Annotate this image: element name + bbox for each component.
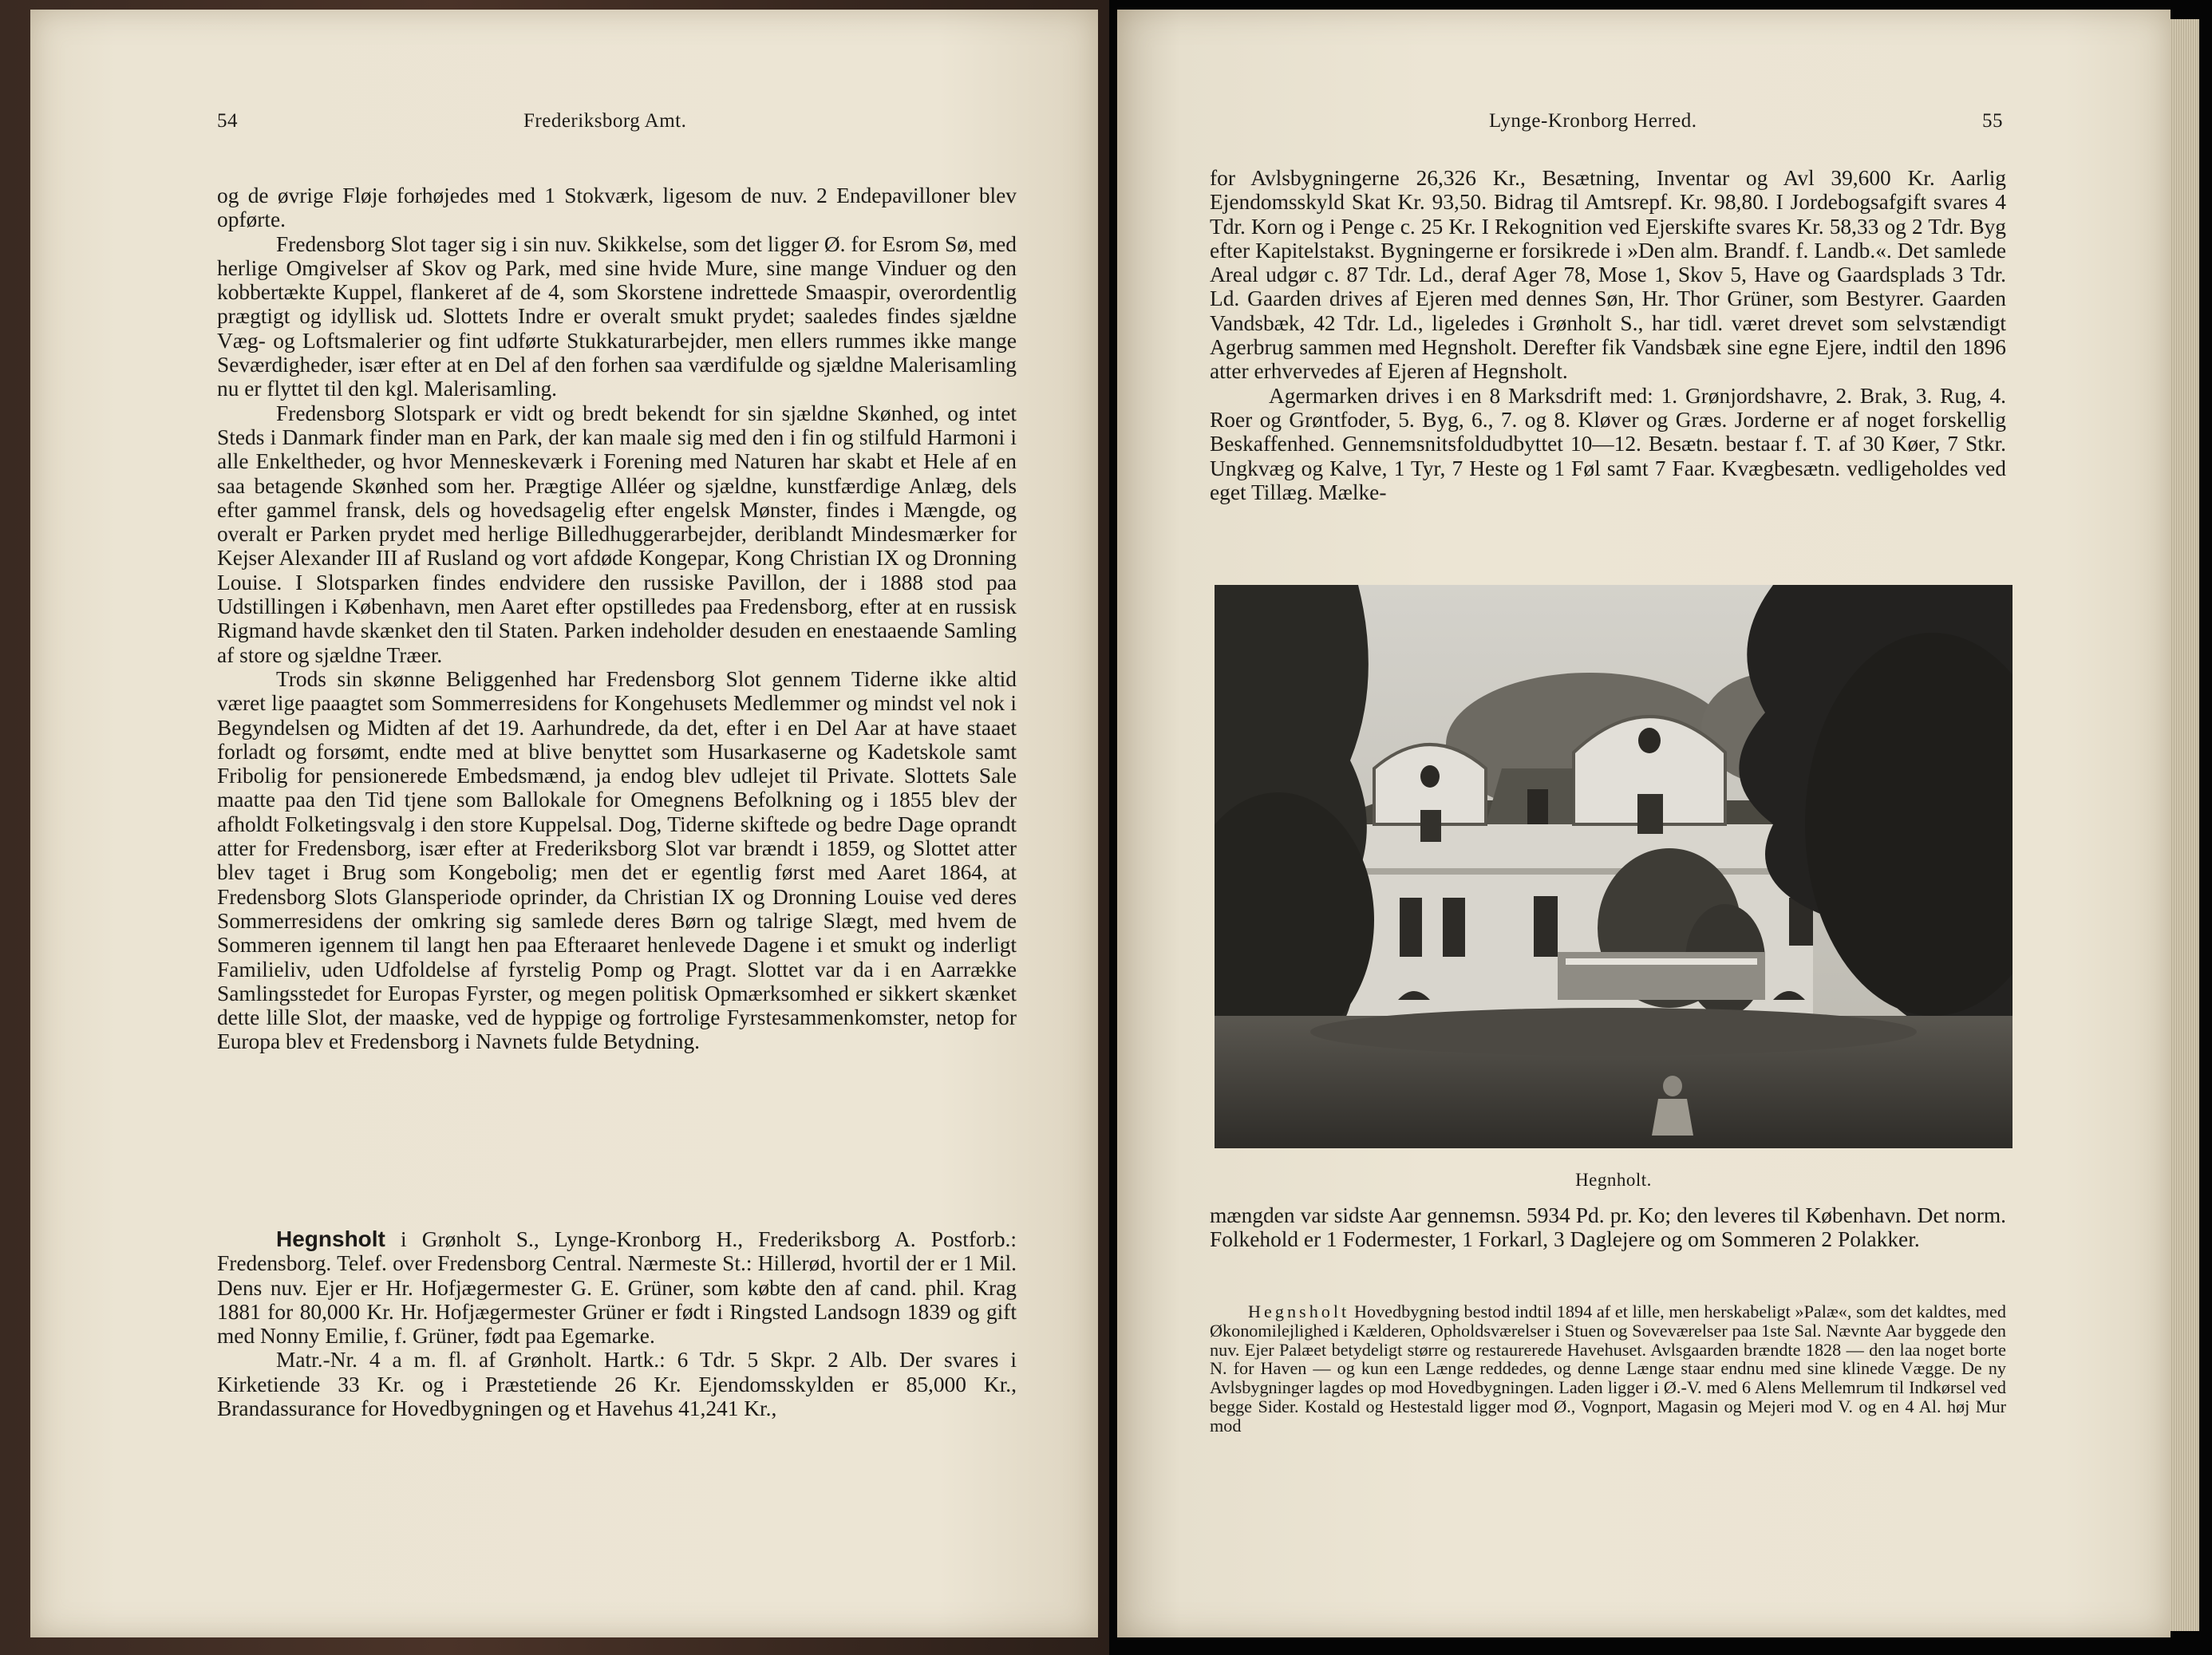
left-body-text bbox=[217, 184, 1017, 1054]
small-text: Hovedbygning bestod indtil 1894 af et lille, men herskabeligt »Palæ«, som det kaldtes, med Økonomilejlighed i Kælderen, Opholdsværelser i Stuen og Soveværelser paa 1ste Sal. Nævnte Aar byggede den nuv. Ejer Palæet betydeligt større og restaurerede Havehuset. Avlsgaarden brændte 1828 — den laa noget borte N. for Haven — og kun een Længe reddedes, og denne Længe staar endnu med sine klinede Vægge. De ny Avlsbygninger lagdes op mod Hovedbygningen. Laden ligger i Ø.-V. med 6 Alens Mellemrum til Indkørsel ved begge Sider. Kostald og Hestestald ligger mod Ø., Vognport, Magasin og Mejeri mod V. og en 4 Al. høj Mur mod bbox=[1210, 1301, 2006, 1436]
right-page-number: 55 bbox=[1982, 110, 2003, 132]
right-body-text-after-photo bbox=[1210, 1203, 2006, 1252]
hegnsholt-entry bbox=[217, 1227, 1017, 1420]
left-running-head: Frederiksborg Amt. bbox=[523, 110, 687, 132]
page-edges-right bbox=[2167, 19, 2199, 1631]
right-paragraph-2: Agermarken drives i en 8 Marksdrift med: 1. Grønjordshavre, 2. Brak, 3. Rug, 4. Roer og Grøntfoder, 5. Byg, 6., 7. og 8. Kløver og Græs. Jorderne er af noget forskellig Beskaffenhed. Gennemsnitsfoldudbyttet 10—12. Besætn. bestaar f. T. af 30 Køer, 7 Stkr. Ungkvæg og Kalve, 1 Tyr, 7 Heste og 1 Føl samt 7 Faar. Kvægbesætn. vedligeholdes ved eget Tillæg. Mælke- bbox=[1210, 383, 2006, 504]
entry-lead: Hegnsholt bbox=[276, 1226, 385, 1251]
left-page-number: 54 bbox=[217, 110, 238, 132]
left-paragraph-4: Trods sin skønne Beliggenhed har Fredensborg Slot gennem Tiderne ikke altid været lige paaagtet som Sommerresidens for Kongehusets Medlemmer og mindst vel nok i Begyndelsen og Midten af det 19. Aarhundrede, da det, efter i en Del Aar at have staaet forladt og forsømt, endte med at blive benyttet som Husarkaserne og Kadetskole samt Fribolig for pensionerede Embedsmænd, ja endog blev udlejet til Private. Slottets Sale maatte paa den Tid tjene som Ballokale for Omegnens Befolkning og i 1855 blev der afholdt Folketingsvalg i den store Kuppelsal. Dog, Tiderne skiftede og bedre Dage oprandt atter for Fredensborg, især efter at Frederiksborg Slot var brændt i 1859, og Slottet atter blev taget i Brug som Kongebolig; men det er egentlig først med Aaret 1864, at Fredensborg Slots Glansperiode oprinder, da Christian IX og Dronning Louise ved deres Sommerresidens der omkring sig samlede deres Børn og talrige Slægt, med hvem de Sommeren igennem til langt hen paa Efteraaret henlevede Dagene i et smukt og inderligt Familieliv, uden Udfoldelse af fyrstelig Pomp og Pragt. Slottet var da i en Aarrække Samlingsstedet for Europas Fyrster, og megen politisk Opmærksomhed er sikkert skænket dette lille Slot, der maaske, ved de hyppige og fortrolige Fyrstesammenkomster, netop for Europa blev et Fredensborg i Navnets fulde Betydning. bbox=[217, 666, 1017, 1054]
entry-second-paragraph: Matr.-Nr. 4 a m. fl. af Grønholt. Hartk.: 6 Tdr. 5 Skpr. 2 Alb. Der svares i Kirketiende 33 Kr. og i Præstetiende 26 Kr. Ejendomsskylden er 85,000 Kr., Brandassurance for Hovedbygningen og et Havehus 41,241 Kr., bbox=[217, 1348, 1017, 1421]
manor-photograph bbox=[1215, 585, 2013, 1148]
entry-intro: i Grønholt S., Lynge-Kronborg H., Frederiksborg A. Postforb.: Fredensborg. Telef. over Fredensborg Central. Nærmeste St.: Hillerød, hvortil der er 1 Mil. Dens nuv. Ejer er Hr. Hofjægermester G. E. Grüner, som købte den af cand. phil. Krag 1881 for 80,000 Kr. Hr. Hofjægermester Grüner er født i Ringsted Landsogn 1839 og gift med Nonny Emilie, f. Grüner, født paa Egemarke. bbox=[217, 1227, 1017, 1349]
left-paragraph-2: Fredensborg Slot tager sig i sin nuv. Skikkelse, som det ligger Ø. for Esrom Sø, med herlige Omgivelser af Skov og Park, med sine hvide Mure, sine mange Vinduer og den kobbertækte Kuppel, flankeret af de 4, som Skorstene indrettede Smaaspir, overordentlig prægtigt og idyllisk ud. Slottets Indre er overalt smukt prydet; saaledes findes sjældne Væg- og Loftsmalerier og fint udførte Stukkaturarbejder, men ellers rummes ikke mange Seværdigheder, især efter at en Del af den forhen saa værdifulde og sjældne Malerisamling nu er flyttet til den kgl. Malerisamling. bbox=[217, 231, 1017, 401]
right-body-text-top bbox=[1210, 166, 2006, 504]
right-paragraph-1: for Avlsbygningerne 26,326 Kr., Besætning, Inventar og Avl 39,600 Kr. Aarlig Ejendomsskyld Skat Kr. 93,50. Bidrag til Amtsrepf. Kr. 98,80. I Jordebogsafgift svares 4 Tdr. Korn og i Penge c. 25 Kr. I Rekognition ved Ejerskifte svares Kr. 58,33 og 2 Tdr. Byg efter Kapitelstakst. Bygningerne er forsikrede i »Den alm. Brandf. f. Landb.«. Det samlede Areal udgør c. 87 Tdr. Ld., deraf Ager 78, Mose 1, Skov 5, Have og Gaardsplads 3 Tdr. Ld. Gaarden drives af Ejeren med dennes Søn, Hr. Thor Grüner, som Bestyrer. Gaarden Vandsbæk, 42 Tdr. Ld., ligeledes i Grønholt S., har tidl. været drevet som selvstændigt Agerbrug sammen med Hegnsholt. Derefter fik Vandsbæk sine egne Ejere, indtil den 1896 atter erhvervedes af Ejeren af Hegnsholt. bbox=[1210, 166, 2006, 384]
right-paragraph-3: mængden var sidste Aar gennemsn. 5934 Pd. pr. Ko; den leveres til København. Det norm. Folkehold er 1 Fodermester, 1 Forkarl, 3 Daglejere og om Sommeren 2 Polakker. bbox=[1210, 1203, 2006, 1252]
small-lead: Hegnsholt bbox=[1248, 1301, 1350, 1321]
right-running-head: Lynge-Kronborg Herred. bbox=[1489, 110, 1697, 132]
left-paragraph-3: Fredensborg Slotspark er vidt og bredt bekendt for sin sjældne Skønhed, og intet Steds i Danmark finder man en Park, der kan maale sig med den i fin og stilfuld Harmoni i alle Enkeltheder, og hvor Menneskeværk i Forening med Naturen har skabt et Hele af en saa betagende Skønhed som her. Prægtige Alléer og sjældne, kunstfærdige Anlæg, dels efter gammel fransk, dels og hovedsagelig efter engelsk Mønster, findes i Mængde, og overalt er Parken prydet med herlige Billedhuggerarbejder, deriblandt Mindesmærker for Kejser Alexander III af Rusland og vort afdøde Kongepar, Kong Christian IX og Dronning Louise. I Slotsparken findes endvidere den russiske Pavillon, der i 1888 stod paa Udstillingen i København, men Aaret efter opstilledes paa Fredensborg, efter at en russisk Rigmand havde skænket den til Staten. Parken indeholder desuden en enestaaende Samling af store og sjældne Træer. bbox=[217, 401, 1017, 667]
photo-caption: Hegnholt. bbox=[1575, 1170, 1652, 1190]
left-paragraph-1: og de øvrige Fløje forhøjedes med 1 Stokværk, ligesom de nuv. 2 Endepavilloner blev opførte. bbox=[217, 184, 1017, 232]
right-small-print bbox=[1210, 1302, 2006, 1436]
